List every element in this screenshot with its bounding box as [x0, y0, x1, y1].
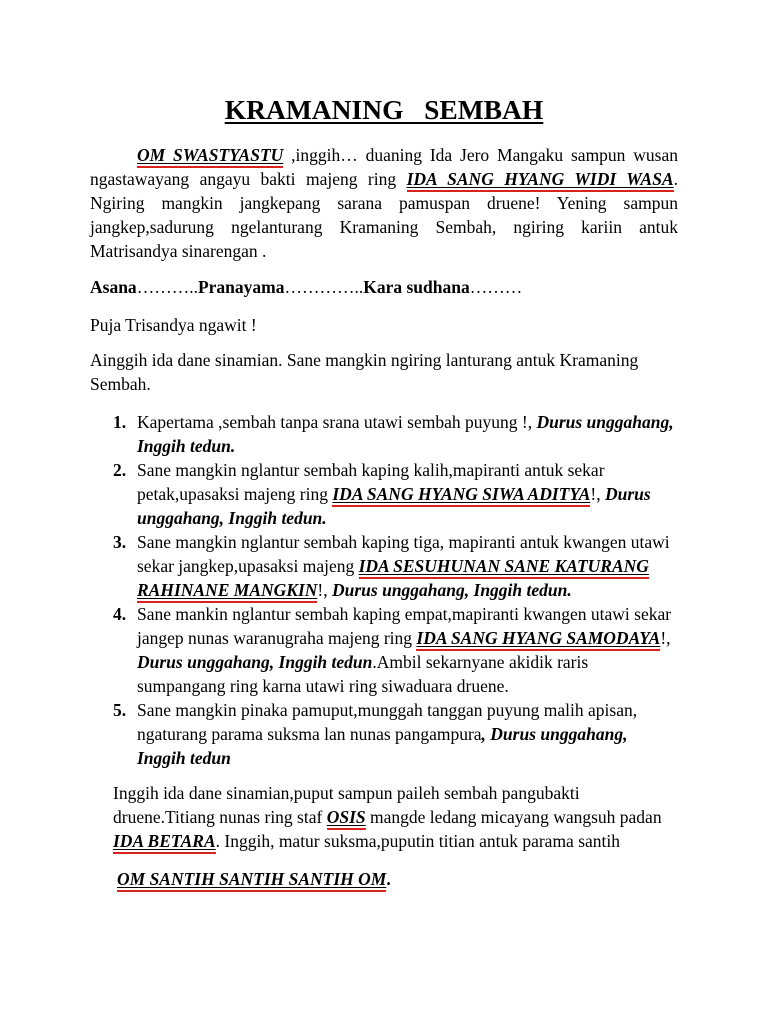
preparation-line	[90, 275, 678, 299]
step-instruction: Sane mangkin nglantur sembah kaping tiga, mapiranti antuk kwangen utawi sekar jangkep,upasaksi majeng	[137, 532, 670, 576]
step-text	[137, 530, 678, 602]
asana-label: Asana	[90, 277, 137, 297]
step-number: 3.	[113, 532, 127, 552]
step-number: 4.	[113, 604, 127, 624]
sembah-steps-list	[113, 410, 678, 770]
closing-deity: IDA BETARA	[113, 831, 216, 854]
step-command: Durus unggahang, Inggih tedun	[137, 652, 373, 672]
opening-deity: IDA SANG HYANG WIDI WASA	[407, 169, 674, 192]
closing-text-1: Inggih ida dane sinamian,puput sampun paileh sembah pangubakti druene.Titiang nunas ring staf	[113, 783, 580, 827]
sembah-step-3	[113, 530, 678, 602]
step-command: Durus unggahang, Inggih tedun.	[137, 484, 651, 528]
final-greeting-line	[117, 867, 678, 891]
step-instruction: Sane mankin nglantur sembah kaping empat,mapiranti kwangen utawi sekar jangep nunas waranugraha majeng ring	[137, 604, 672, 648]
step-instruction: Sane mangkin nglantur sembah kaping kalih,mapiranti antuk sekar petak,upasaksi majeng ring	[137, 460, 605, 504]
opening-text-2: . Ngiring mangkin jangkepang sarana pamuspan druene! Yening sampun jangkep,sadurung ngelanturang Kramaning Sembah, ngiring kariin antuk Matrisandya sinarengan .	[90, 169, 679, 261]
invitation-paragraph: Ainggih ida dane sinamian. Sane mangkin ngiring lanturang antuk Kramaning Sembah.	[90, 350, 639, 394]
step-tail: .Ambil sekarnyane akidik raris	[372, 652, 589, 672]
closing-text-3: . Inggih, matur suksma,puputin titian antuk parama santih	[215, 831, 620, 851]
sembah-step-2	[113, 458, 678, 530]
kara-sudhana-label: Kara sudhana	[363, 277, 470, 297]
closing-text-2: mangde ledang micayang wangsuh padan	[365, 807, 662, 827]
step-instruction: Sane mangkin pinaka pamuput,munggah tanggan puyung malih apisan, ngaturang parama suksma lan nunas pangampura	[137, 700, 638, 744]
step-text	[137, 458, 678, 530]
step-tail-continued: sumpangang ring karna utawi ring siwaduara druene.	[137, 676, 509, 696]
step-command: Durus unggahang, Inggih tedun.	[331, 580, 572, 600]
document-title-text: KRAMANING SEMBAH	[224, 94, 544, 125]
sembah-step-4	[113, 602, 678, 698]
closing-paragraph	[113, 781, 678, 853]
step-punctuation: !,	[660, 628, 671, 648]
final-greeting: OM SANTIH SANTIH SANTIH OM	[117, 869, 386, 892]
document-title	[90, 94, 678, 126]
step-number: 1.	[113, 412, 127, 432]
pranayama-dots: …………..	[284, 277, 364, 297]
opening-text-1: ,inggih… duaning Ida Jero Mangaku sampun wusan ngastawayang angayu bakti majeng ring	[90, 145, 678, 189]
puja-start-line: Puja Trisandya ngawit !	[90, 315, 257, 335]
step-text	[137, 602, 678, 698]
pranayama-label: Pranayama	[197, 277, 285, 297]
step-number: 5.	[113, 700, 127, 720]
step-text	[137, 410, 678, 458]
step-deity: IDA SESUHUNAN SANE KATURANG RAHINANE MANGKIN	[137, 556, 649, 603]
step-punctuation: !,	[317, 580, 332, 600]
step-deity: IDA SANG HYANG SIWA ADITYA	[332, 484, 590, 507]
opening-paragraph	[90, 143, 678, 263]
document-page	[90, 94, 678, 891]
opening-greeting: OM SWASTYASTU	[137, 145, 283, 168]
sembah-step-5	[113, 698, 678, 770]
step-command: Durus unggahang, Inggih tedun.	[137, 412, 674, 456]
step-instruction: Kapertama ,sembah tanpa srana utawi sembah puyung !,	[137, 412, 537, 432]
step-text	[137, 698, 678, 770]
sembah-step-1	[113, 410, 678, 458]
step-number: 2.	[113, 460, 127, 480]
closing-osis: OSIS	[327, 807, 366, 830]
step-punctuation: !,	[590, 484, 605, 504]
final-period: .	[386, 869, 391, 889]
kara-sudhana-dots: ………	[469, 277, 523, 297]
step-deity: IDA SANG HYANG SAMODAYA	[416, 628, 660, 651]
asana-dots: ………..	[136, 277, 198, 297]
step-command: , Durus unggahang, Inggih tedun	[137, 724, 628, 768]
